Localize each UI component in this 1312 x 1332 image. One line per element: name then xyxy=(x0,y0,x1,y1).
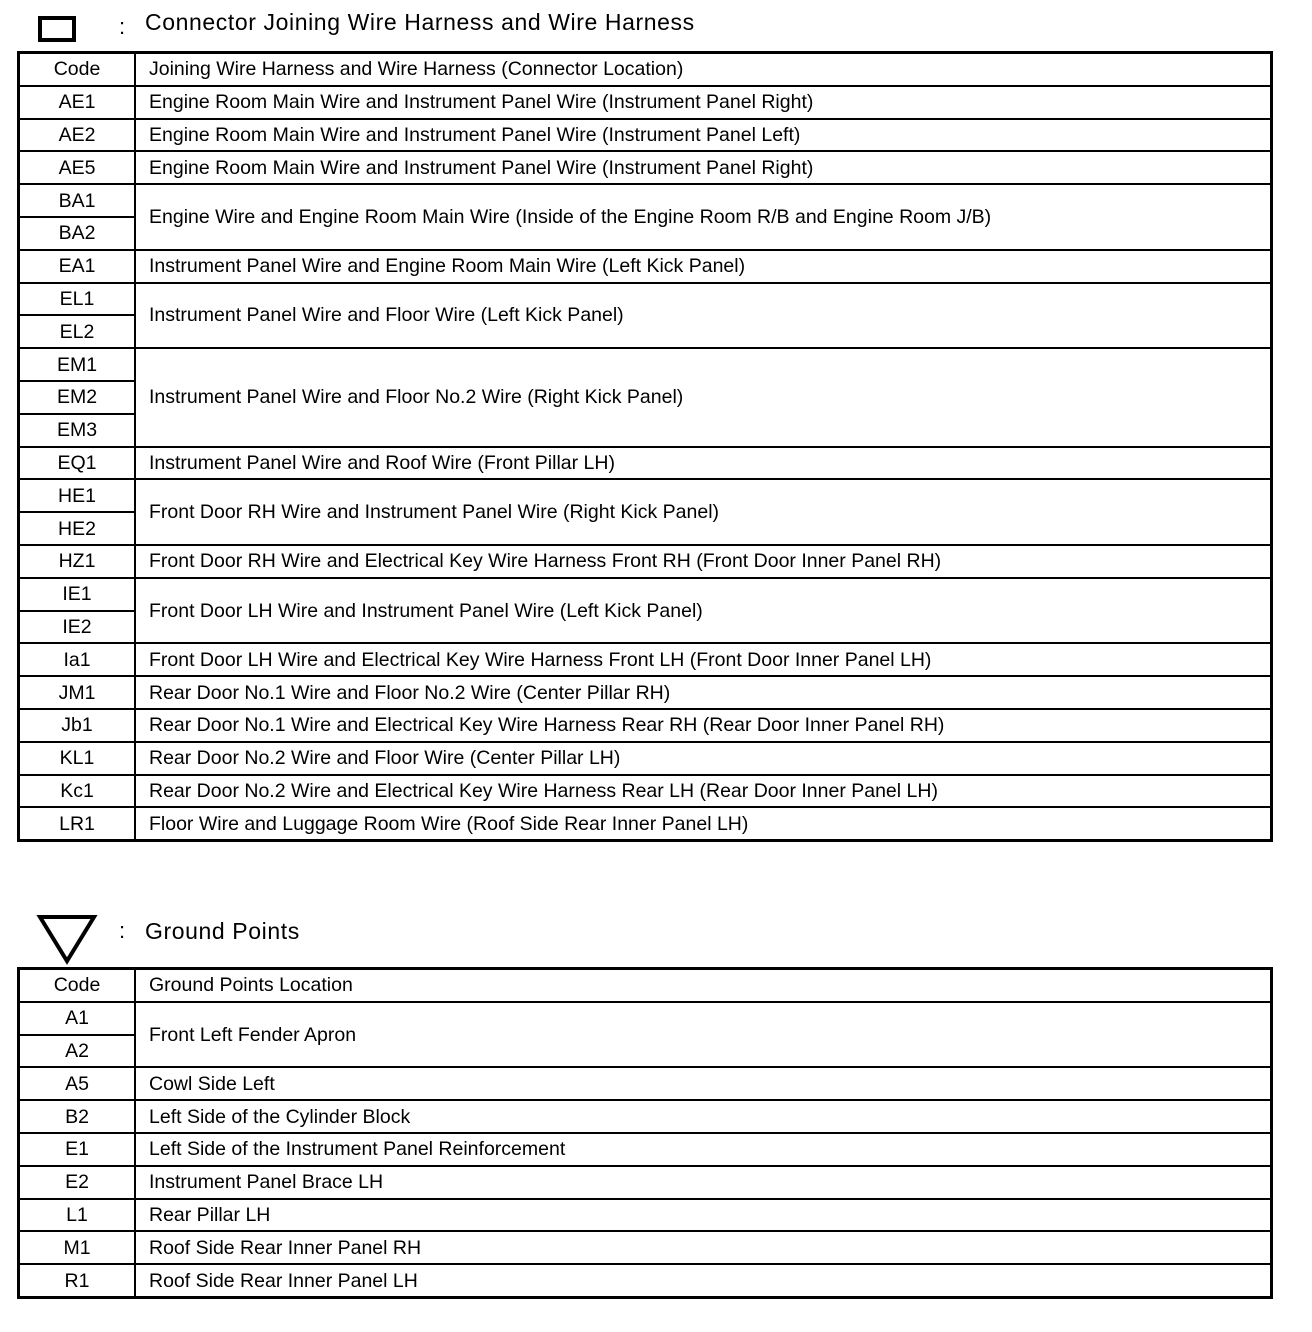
code-cell: A1 xyxy=(19,1002,136,1035)
description-cell: Instrument Panel Wire and Engine Room Main Wire (Left Kick Panel) xyxy=(135,250,1272,283)
description-cell: Front Door RH Wire and Electrical Key Wire Harness Front RH (Front Door Inner Panel RH) xyxy=(135,545,1272,578)
connector-table xyxy=(17,51,1273,842)
code-cell: M1 xyxy=(19,1231,136,1264)
description-cell: Instrument Panel Wire and Floor No.2 Wire (Right Kick Panel) xyxy=(135,348,1272,446)
description-cell: Instrument Panel Brace LH xyxy=(135,1166,1272,1199)
code-cell: E2 xyxy=(19,1166,136,1199)
description-cell: Front Door LH Wire and Electrical Key Wire Harness Front LH (Front Door Inner Panel LH) xyxy=(135,643,1272,676)
code-cell: IE1 xyxy=(19,578,136,611)
code-cell: EA1 xyxy=(19,250,136,283)
description-cell: Floor Wire and Luggage Room Wire (Roof Side Rear Inner Panel LH) xyxy=(135,807,1272,840)
code-cell: JM1 xyxy=(19,676,136,709)
table-header-row xyxy=(19,53,1272,86)
code-cell: E1 xyxy=(19,1133,136,1166)
table-row xyxy=(19,250,1272,283)
header-description-cell: Joining Wire Harness and Wire Harness (Connector Location) xyxy=(135,53,1272,86)
connector-section-heading xyxy=(0,6,1290,50)
table-row xyxy=(19,348,1272,381)
connector-heading-colon: : xyxy=(119,14,126,39)
description-cell: Instrument Panel Wire and Roof Wire (Front Pillar LH) xyxy=(135,447,1272,480)
description-cell: Front Door LH Wire and Instrument Panel Wire (Left Kick Panel) xyxy=(135,578,1272,644)
code-cell: Kc1 xyxy=(19,775,136,808)
code-cell: AE5 xyxy=(19,151,136,184)
table-row xyxy=(19,1002,1272,1035)
code-cell: KL1 xyxy=(19,742,136,775)
code-cell: BA2 xyxy=(19,217,136,250)
code-cell: EM3 xyxy=(19,414,136,447)
header-description-cell: Ground Points Location xyxy=(135,969,1272,1002)
table-row xyxy=(19,283,1272,316)
code-cell: AE1 xyxy=(19,86,136,119)
code-cell: Ia1 xyxy=(19,643,136,676)
code-cell: Jb1 xyxy=(19,709,136,742)
code-cell: A5 xyxy=(19,1067,136,1100)
table-row xyxy=(19,1133,1272,1166)
table-row xyxy=(19,1231,1272,1264)
table-row xyxy=(19,447,1272,480)
code-cell: EL2 xyxy=(19,315,136,348)
table-row xyxy=(19,184,1272,217)
table-row xyxy=(19,676,1272,709)
code-cell: A2 xyxy=(19,1035,136,1068)
description-cell: Instrument Panel Wire and Floor Wire (Left Kick Panel) xyxy=(135,283,1272,349)
code-cell: HZ1 xyxy=(19,545,136,578)
square-outline-icon xyxy=(38,16,76,42)
description-cell: Front Door RH Wire and Instrument Panel Wire (Right Kick Panel) xyxy=(135,479,1272,545)
table-row xyxy=(19,1264,1272,1297)
header-code-cell: Code xyxy=(19,53,136,86)
description-cell: Rear Door No.1 Wire and Floor No.2 Wire (Center Pillar RH) xyxy=(135,676,1272,709)
ground-table xyxy=(17,967,1273,1299)
ground-section-heading xyxy=(0,906,1290,966)
description-cell: Rear Door No.1 Wire and Electrical Key Wire Harness Rear RH (Rear Door Inner Panel RH) xyxy=(135,709,1272,742)
down-triangle-icon xyxy=(36,914,98,966)
table-row xyxy=(19,119,1272,152)
code-cell: EM2 xyxy=(19,381,136,414)
description-cell: Engine Wire and Engine Room Main Wire (Inside of the Engine Room R/B and Engine Room J/B) xyxy=(135,184,1272,250)
ground-table-body xyxy=(19,969,1272,1298)
code-cell: B2 xyxy=(19,1100,136,1133)
connector-table-body xyxy=(19,53,1272,841)
description-cell: Cowl Side Left xyxy=(135,1067,1272,1100)
table-row xyxy=(19,545,1272,578)
code-cell: HE2 xyxy=(19,512,136,545)
table-row xyxy=(19,1166,1272,1199)
ground-heading-colon: : xyxy=(119,918,126,943)
description-cell: Left Side of the Cylinder Block xyxy=(135,1100,1272,1133)
code-cell: BA1 xyxy=(19,184,136,217)
description-cell: Engine Room Main Wire and Instrument Panel Wire (Instrument Panel Left) xyxy=(135,119,1272,152)
code-cell: EM1 xyxy=(19,348,136,381)
table-row xyxy=(19,807,1272,840)
table-row xyxy=(19,151,1272,184)
table-row xyxy=(19,1199,1272,1232)
connector-section-title: Connector Joining Wire Harness and Wire Harness xyxy=(145,9,695,35)
code-cell: IE2 xyxy=(19,611,136,644)
description-cell: Engine Room Main Wire and Instrument Panel Wire (Instrument Panel Right) xyxy=(135,151,1272,184)
table-row xyxy=(19,742,1272,775)
description-cell: Roof Side Rear Inner Panel LH xyxy=(135,1264,1272,1297)
table-row xyxy=(19,643,1272,676)
table-row xyxy=(19,1067,1272,1100)
description-cell: Front Left Fender Apron xyxy=(135,1002,1272,1068)
table-row xyxy=(19,479,1272,512)
code-cell: EQ1 xyxy=(19,447,136,480)
description-cell: Left Side of the Instrument Panel Reinforcement xyxy=(135,1133,1272,1166)
table-header-row xyxy=(19,969,1272,1002)
table-row xyxy=(19,86,1272,119)
table-row xyxy=(19,578,1272,611)
table-row xyxy=(19,709,1272,742)
code-cell: R1 xyxy=(19,1264,136,1297)
description-cell: Engine Room Main Wire and Instrument Panel Wire (Instrument Panel Right) xyxy=(135,86,1272,119)
code-cell: EL1 xyxy=(19,283,136,316)
description-cell: Rear Door No.2 Wire and Floor Wire (Center Pillar LH) xyxy=(135,742,1272,775)
code-cell: LR1 xyxy=(19,807,136,840)
description-cell: Rear Pillar LH xyxy=(135,1199,1272,1232)
description-cell: Roof Side Rear Inner Panel RH xyxy=(135,1231,1272,1264)
description-cell: Rear Door No.2 Wire and Electrical Key Wire Harness Rear LH (Rear Door Inner Panel LH) xyxy=(135,775,1272,808)
header-code-cell: Code xyxy=(19,969,136,1002)
table-row xyxy=(19,775,1272,808)
code-cell: HE1 xyxy=(19,479,136,512)
code-cell: AE2 xyxy=(19,119,136,152)
table-row xyxy=(19,1100,1272,1133)
code-cell: L1 xyxy=(19,1199,136,1232)
ground-section-title: Ground Points xyxy=(145,918,300,944)
